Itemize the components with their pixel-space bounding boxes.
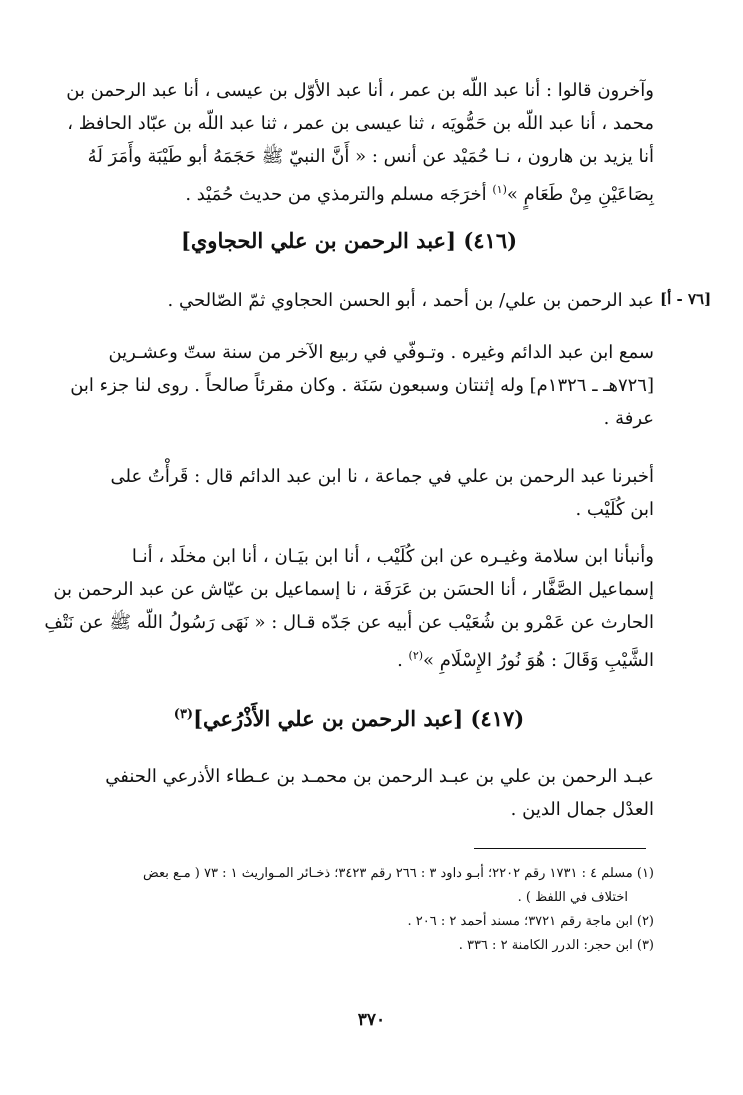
footnote-divider: [474, 848, 646, 849]
text-line: العدْل جمال الدين .: [510, 799, 654, 820]
text-line: إسماعيل الصَّفَّار ، أنا الحسَن بن عَرَفَة ، نا إسماعيل بن عيّاش عن عبد الرحمن بن: [53, 579, 654, 600]
entry-heading-416: (٤١٦) [عبد الرحمن بن علي الحجاوي]: [180, 228, 518, 253]
footnote: (٢) ابن ماجة رقم ٣٧٢١؛ مسند أحمد ٢ : ٢٠٦ .: [407, 914, 654, 929]
footnote-ref: (٣): [173, 707, 194, 722]
paragraph-hadith-anas: [44, 74, 654, 211]
text-line: أخبرنا عبد الرحمن بن علي في جماعة ، نا ابن عبد الدائم قال : قَرأْتُ على: [110, 466, 654, 487]
footnote-ref: (١): [492, 183, 507, 196]
text-line: عبـد الرحمن بن علي بن عبـد الرحمن بن محمـد بن عـطاء الأذرعي الحنفي: [105, 766, 654, 787]
text-span: أخرَجَه مسلم والترمذي من حديث حُمَيْد .: [185, 184, 493, 205]
manuscript-folio-note: [٧٦ - أ]: [660, 290, 712, 308]
text-span: الشَّيْبِ وَقَالَ : هُوَ نُورُ الإِسْلَامِ »: [423, 650, 654, 671]
paragraph-hadith-shayb: [44, 540, 654, 677]
footnotes: [44, 862, 654, 958]
footnote-ref: (٢): [408, 649, 424, 662]
heading-text: (٤١٧) [عبد الرحمن بن علي الأَذْرُعي]: [193, 706, 525, 731]
footnote: (١) مسلم ٤ : ١٧٣١ رقم ٢٢٠٢؛ أبـو داود ٣ : ٢٦٦ رقم ٣٤٢٣؛ ذخـائر المـواريث ١ : ٧٣ ( مـع بعض: [143, 866, 654, 881]
text-line: محمد ، أنا عبد اللّه بن حَمُّويَه ، ثنا عيسى بن عمر ، ثنا عبد اللّه بن عبّاد الحافظ ،: [67, 113, 654, 134]
text-span: بِصَاعَيْنِ مِنْ طَعَامٍ »: [506, 184, 654, 205]
text-line: أنا يزيد بن هارون ، نـا حُمَيْد عن أنس : « أَنَّ النبيّ ﷺ حَجَمَهُ أبو طَيْبَة وأَمَرَ لَهُ: [87, 146, 654, 167]
text-line: عرفة .: [603, 408, 654, 429]
text-span: .: [397, 650, 409, 671]
text-line: الحارث عن عَمْرو بن شُعَيْب عن أبيه عن جَدّه قـال : « نَهَى رَسُولُ اللّه ﷺ عن نَتْفِ: [44, 612, 654, 633]
footnote-continuation: اختلاف في اللفظ ) .: [517, 890, 628, 905]
text-line: [44, 173, 654, 211]
text-line: ابن كُلَيْب .: [575, 499, 654, 520]
text-line: [٧٢٦هـ ـ ١٣٢٦م] وله إثنتان وسبعون سَنَة . وكان مقرئاً صالحاً . روى لنا جزء ابن: [70, 375, 654, 396]
paragraph-biography: [44, 336, 654, 435]
page-number: ٣٧٠: [357, 1010, 386, 1030]
text-line: سمع ابن عبد الدائم وغيره . وتـوفّي في ربيع الآخر من سنة ستّ وعشـرين: [108, 342, 654, 363]
paragraph-entry-name-417: [44, 760, 654, 826]
footnote: (٣) ابن حجر: الدرر الكامنة ٢ : ٣٣٦ .: [458, 938, 654, 953]
text-line: وآخرون قالوا : أنا عبد اللّه بن عمر ، أنا عبد الأوّل بن عيسى ، أنا عبد الرحمن بن: [66, 80, 654, 101]
text-line: عبد الرحمن بن علي/ بن أحمد ، أبو الحسن الحجاوي ثمّ الصّالحي .: [167, 290, 654, 311]
paragraph-isnad: [44, 460, 654, 526]
text-line: [44, 639, 654, 677]
paragraph-entry-name: [44, 284, 654, 317]
entry-heading-417: [44, 706, 654, 731]
text-line: وأنبأنا ابن سلامة وغيـره عن ابن كُلَيْب ، أنا ابن بيَـان ، أنا ابن مخلَد ، أنـا: [131, 546, 654, 567]
